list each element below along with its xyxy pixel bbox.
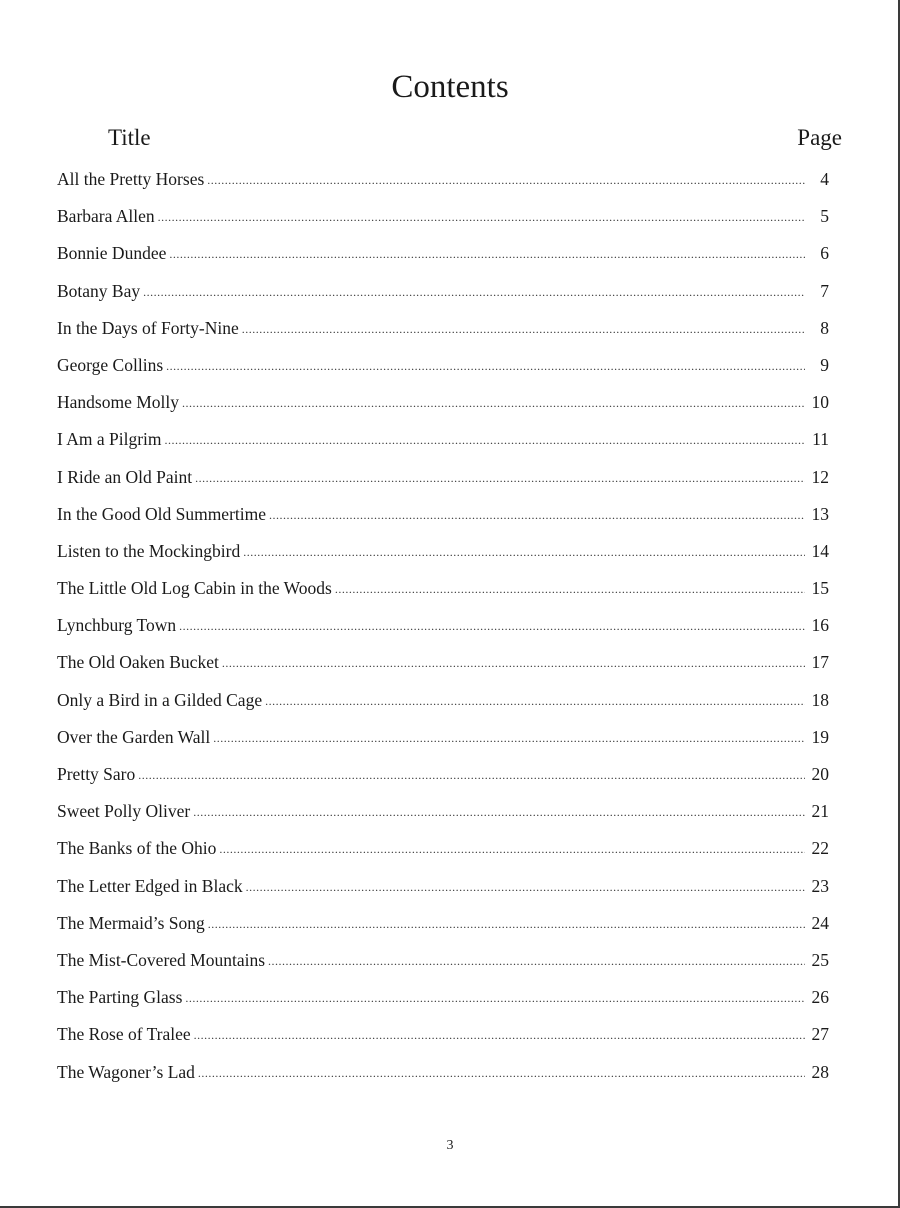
toc-entry-title: Pretty Saro bbox=[57, 764, 136, 784]
toc-entry[interactable] bbox=[57, 942, 829, 979]
table-of-contents bbox=[57, 161, 829, 1091]
toc-entry-title: I Ride an Old Paint bbox=[57, 466, 193, 487]
toc-entry-title: I Am a Pilgrim bbox=[57, 429, 162, 450]
toc-entry-page-number: 5 bbox=[820, 206, 829, 227]
toc-entry[interactable] bbox=[57, 1054, 829, 1091]
toc-entry-title: In the Good Old Summertime bbox=[57, 503, 267, 524]
toc-entry[interactable] bbox=[57, 496, 829, 533]
toc-entry[interactable] bbox=[57, 1016, 829, 1053]
toc-entry[interactable] bbox=[57, 756, 829, 793]
dot-leader bbox=[193, 794, 805, 831]
toc-entry-title: The Mermaid’s Song bbox=[57, 912, 205, 933]
toc-entry[interactable] bbox=[57, 719, 829, 756]
dot-leader bbox=[243, 534, 805, 571]
dot-leader bbox=[182, 385, 805, 422]
toc-entry[interactable] bbox=[57, 235, 829, 272]
toc-entry-page-number: 25 bbox=[811, 949, 829, 970]
toc-entry-page-number: 7 bbox=[820, 280, 829, 301]
dot-leader bbox=[335, 571, 805, 608]
toc-entry[interactable] bbox=[57, 607, 829, 644]
column-header-page: Page bbox=[797, 125, 842, 150]
dot-leader bbox=[169, 236, 805, 273]
dot-leader bbox=[185, 980, 805, 1017]
toc-entry-title: The Banks of the Ohio bbox=[57, 838, 217, 859]
toc-entry-page-number: 18 bbox=[811, 689, 829, 710]
toc-entry-page-number: 19 bbox=[811, 726, 829, 747]
toc-entry[interactable] bbox=[57, 793, 829, 830]
toc-entry-title: The Rose of Tralee bbox=[57, 1024, 191, 1045]
toc-entry[interactable] bbox=[57, 273, 829, 310]
toc-entry-title: All the Pretty Horses bbox=[57, 169, 205, 189]
toc-entry-page-number: 16 bbox=[811, 615, 829, 636]
toc-entry-title: The Little Old Log Cabin in the Woods bbox=[57, 578, 332, 599]
toc-entry[interactable] bbox=[57, 198, 829, 235]
toc-entry-title: The Wagoner’s Lad bbox=[57, 1061, 195, 1082]
dot-leader bbox=[268, 943, 805, 980]
page-title: Contents bbox=[391, 69, 509, 106]
toc-entry-page-number: 22 bbox=[811, 838, 829, 859]
toc-entry[interactable] bbox=[57, 161, 829, 198]
toc-entry[interactable] bbox=[57, 830, 829, 867]
toc-entry-page-number: 6 bbox=[820, 243, 829, 264]
toc-entry[interactable] bbox=[57, 421, 829, 458]
dot-leader bbox=[207, 162, 805, 199]
toc-entry[interactable] bbox=[57, 868, 829, 905]
toc-entry-title: The Parting Glass bbox=[57, 987, 183, 1008]
dot-leader bbox=[158, 199, 805, 236]
toc-entry-title: Botany Bay bbox=[57, 280, 141, 301]
toc-entry[interactable] bbox=[57, 347, 829, 384]
dot-leader bbox=[242, 311, 805, 348]
dot-leader bbox=[179, 608, 805, 645]
toc-entry-page-number: 17 bbox=[811, 652, 829, 673]
toc-entry-title: Barbara Allen bbox=[57, 206, 155, 227]
toc-entry-title: George Collins bbox=[57, 354, 164, 375]
toc-entry-page-number: 24 bbox=[811, 912, 829, 933]
toc-entry-title: Over the Garden Wall bbox=[57, 726, 211, 747]
toc-entry[interactable] bbox=[57, 905, 829, 942]
toc-entry-title: Listen to the Mockingbird bbox=[57, 540, 241, 561]
toc-entry-page-number: 9 bbox=[820, 354, 829, 375]
toc-entry-page-number: 20 bbox=[811, 764, 829, 784]
toc-entry-page-number: 15 bbox=[811, 578, 829, 599]
dot-leader bbox=[165, 422, 805, 459]
dot-leader bbox=[194, 1017, 805, 1054]
toc-entry-page-number: 14 bbox=[811, 540, 829, 561]
toc-entry-page-number: 28 bbox=[811, 1061, 829, 1082]
toc-entry[interactable] bbox=[57, 384, 829, 421]
toc-entry-page-number: 13 bbox=[811, 503, 829, 524]
toc-entry-title: Only a Bird in a Gilded Cage bbox=[57, 689, 263, 710]
dot-leader bbox=[246, 869, 805, 906]
dot-leader bbox=[219, 831, 805, 868]
toc-entry-page-number: 11 bbox=[812, 429, 829, 450]
dot-leader bbox=[195, 460, 805, 497]
toc-entry-page-number: 23 bbox=[811, 875, 829, 896]
toc-entry-title: Lynchburg Town bbox=[57, 615, 177, 636]
toc-entry-title: Handsome Molly bbox=[57, 392, 180, 413]
toc-entry-page-number: 12 bbox=[811, 466, 829, 487]
toc-entry[interactable] bbox=[57, 570, 829, 607]
toc-entry-title: Sweet Polly Oliver bbox=[57, 801, 191, 822]
toc-entry-page-number: 26 bbox=[811, 987, 829, 1008]
toc-entry[interactable] bbox=[57, 682, 829, 719]
toc-entry-page-number: 4 bbox=[820, 169, 829, 189]
dot-leader bbox=[208, 906, 805, 943]
toc-entry-title: The Mist-Covered Mountains bbox=[57, 949, 266, 970]
dot-leader bbox=[213, 720, 805, 757]
dot-leader bbox=[166, 348, 805, 385]
toc-entry-page-number: 8 bbox=[820, 317, 829, 338]
toc-entry[interactable] bbox=[57, 533, 829, 570]
toc-entry[interactable] bbox=[57, 310, 829, 347]
toc-entry[interactable] bbox=[57, 644, 829, 681]
dot-leader bbox=[198, 1055, 805, 1092]
column-header-title: Title bbox=[108, 125, 151, 150]
toc-entry-page-number: 10 bbox=[811, 392, 829, 413]
toc-entry-page-number: 27 bbox=[811, 1024, 829, 1045]
toc-entry-title: In the Days of Forty-Nine bbox=[57, 317, 239, 338]
toc-entry[interactable] bbox=[57, 979, 829, 1016]
dot-leader bbox=[269, 497, 805, 534]
page-number: 3 bbox=[446, 1138, 454, 1153]
toc-entry[interactable] bbox=[57, 459, 829, 496]
toc-entry-title: The Old Oaken Bucket bbox=[57, 652, 219, 673]
dot-leader bbox=[222, 645, 805, 682]
toc-entry-title: The Letter Edged in Black bbox=[57, 875, 243, 896]
dot-leader bbox=[265, 683, 805, 720]
dot-leader bbox=[143, 274, 805, 311]
toc-entry-page-number: 21 bbox=[811, 801, 829, 822]
toc-entry-title: Bonnie Dundee bbox=[57, 243, 167, 264]
dot-leader bbox=[138, 757, 805, 794]
